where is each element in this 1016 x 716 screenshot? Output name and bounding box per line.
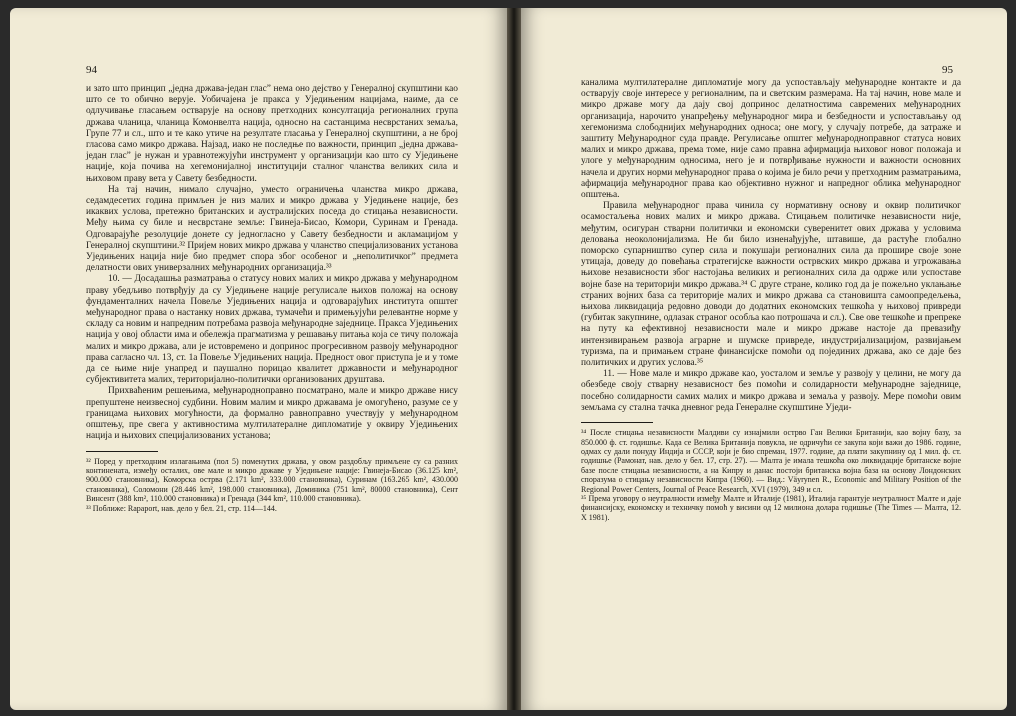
book-gutter	[507, 8, 521, 710]
paragraph: На тај начин, нимало случајно, уместо ограничења чланства микро држава, седамдесетих година примљен је низ малих и микро држава у Уједињене нације, без икаквих услова, претежно британских и аустралијских поседа до стицања независности. Међу њима су биле и несврстане земље: Гвинеја-Бисао, Комори, Суринам и Гренада. Одговарајуће резолуције донете су једногласно у Савету безбедности и акламацијом у Генералној скупштини.³² Пријем нових микро држава у чланство специјализованих установа Уједињених нација није био предмет спора због особеног и „неполитичког” предмета делатности ових универзалних међународних организација.³³	[86, 184, 458, 274]
body-text	[581, 78, 961, 522]
right-page	[521, 8, 1007, 710]
footnote-divider	[581, 422, 653, 423]
footnote: ³³ Поближе: Rapaport, нав. дело у бел. 21, стр. 114—144.	[86, 503, 277, 513]
footnote: ³⁵ Према уговору о неутралности између Малте и Италије (1981), Италија гарантује неутралност Малте и даје финансијску, економску и техничку помоћ у висини од 12 милиона долара годишње (The Times — Малта, 12. X 1981).	[581, 493, 961, 522]
body-text	[86, 84, 458, 513]
paragraph: и зато што принцип „једна држава-један глас” нема оно дејство у Генералној скупштини као што се то обично верује. Уобичајена је пракса у Уједињеним нацијама, наиме, да се одлучивање гласањем остварује на основу претходних консултација регионалних група држава чланица, чланица Комонвелта нација, односно на састанцима несврстаних земаља, Групе 77 и сл., што и те како утиче на резултате гласања у Генералној скупштини, а не број гласова само микро држава. Најзад, иако не последње по важности, принцип „једна држава-један глас” је нужан и уравнотежујући инструмент у организацији као што су Уједињене нације, која почива на хегемонијалној институцији сталног чланства великих сила и њиховом праву вета у Савету безбедности.	[86, 84, 458, 184]
paragraph: 11. — Нове мале и микро државе као, уосталом и земље у развоју у целини, не могу да обезбеде своју стварну независност без помоћи и солидарности међународне заједнице, посебно солидарности самих малих и микро држава и земаља у развоју. Мере помоћи овим земљама су стална тачка дневног реда Генералне скупштине Уједи-	[581, 369, 961, 413]
page-number: 95	[942, 64, 953, 76]
footnote: ³² Поред у претходним излагањима (пол 5) поменутих држава, у овом раздобљу примљене су са разних континената, између осталих, ове мале и микро државе у Уједињене нације: Гвинеја-Бисао (36.125 km², 900.000 становника), Коморска острва (2.171 km², 333.000 становника), Суринам (163.265 km², 430.000 становника), Соломони (28.446 km², 198.000 становника), Доминика (751 km², 80000 становника), Сент Винсент (388 km², 110.000 становника) и Гренада (344 km², 110.000 становника).	[86, 456, 458, 504]
left-page	[10, 8, 507, 710]
paragraph: Правила међународног права чинила су нормативну основу и оквир политичког осамостаљења нових малих и микро држава. Стицањем политичке независности није, међутим, осигуран стварни политички и економски суверенитет ових држава у условима деловања неоколонијализма. Не би било изненађујуће, штавише, да растуће глобално поморско супарништво супер сила и покушаји регионалних сила да прошире своје зоне утицаја, доведу до повећања стратегијске важности острвских микро држава и угрожавања њихове независности због настојања великих и регионалних сила да одрже или успоставе војне базе на територији микро држава.³⁴ С друге стране, колико год да је пожељно уклањање страних војних база са територије малих и микро држава са становишта самоопредељења, њихова ликвидација редовно доводи до додатних економских тешкоћа у њиховој привреди (губитак закупнине, одлазак страног особља као потрошача и сл.). Све ове тешкоће и препреке на путу ка ефективној независности мале и микро државе настоје да превазиђу интензивирањем развоја аграрне и шумске привреде, индустријализацијом, развијањем туризма, па и примањем стране финансијске помоћи од појединих држава, ако се даје без политичких и других услова.³⁵	[581, 201, 961, 369]
page-number: 94	[86, 64, 97, 76]
footnote-divider	[86, 451, 158, 452]
paragraph: 10. — Досадашња разматрања о статусу нових малих и микро држава у међународном праву убедљиво потврђују да су Уједињене нације регулисале њихов положај на основу фундаменталних начела Повеље Уједињених нација и одговарајућих института општег међународног права о настанку нових држава, тумачећи и примењујући релевантне норме у складу са новим и напредним потребама развоја међународне заједнице. Пракса Уједињених нација у овој области има и обележја прагматизма у решавању питања која се тичу положаја малих и микро држава, али је истовремено и допринос прогресивном развоју међународног права сагласно чл. 13, ст. 1а Повеље Уједињених нација. Предност овог приступа је и у томе да се њиме није унапред и паушално порицао квалитет државности и међународног субјективитета малих, територијално-политички организованих друштава.	[86, 274, 458, 386]
footnote: ³⁴ После стицања независности Малдиви су изнајмили острво Ган Велики Британији, као војну базу, за 850.000 ф. ст. годишње. Када се Велика Британија повукла, не одричући се закупа који важи до 1986. године, одмах су дали понуду Индија и СССР, који је био спреман, 1977. године, да плати закупнину од 1 мил. ф. ст. годишње (Рамонат, нав. дело у бел. 17, стр. 27). — Малта је имала тешкоћа око ликвидације британске војне базе после стицања независности, а на Кипру и данас постоји британска војна база на основу Лондонских споразума о стицању независности Кипра (1960). — Вид.: Väyrynen R., Economic and Military Position of the Regional Power Centers, Journal of Peace Research, XVI (1979), 349 и сл.	[581, 428, 961, 494]
paragraph: Прихваћеним решењима, међународноправно посматрано, мале и микро државе нису препуштене неизвесној судбини. Новим малим и микро државама је омогућено, разуме се у границама њихових могућности, да формално равноправно учествују у међународном општењу, пре свега у активностима мултилатералне дипломатије у оквиру Уједињених нација и њихових специјализованих установа;	[86, 386, 458, 442]
paragraph: каналима мултилатералне дипломатије могу да успостављају међународне контакте и да остварују своје интересе у регионалним, па и светским размерама. На тај начин, нове мале и микро државе могу да дају свој допринос делатностима савремених међународних организација, нарочито унапређењу међународног мира и безбедности и успостављању од хегемонизма слободнијих међународних односа; оне могу, у случају потребе, да затраже и заштиту Међународног суда правде. Регулисање општег међународноправног статуса нових малих и микро држава, према томе, није само правна афирмација њиховог новог положаја и улоге у међународним односима, него је и потврђивање нужности и важности основних начела и других норми међународног права о којима је било речи у претходним разматрањима, афирмација међународног права као објективно нужног и напредног облика међународног општења.	[581, 78, 961, 201]
